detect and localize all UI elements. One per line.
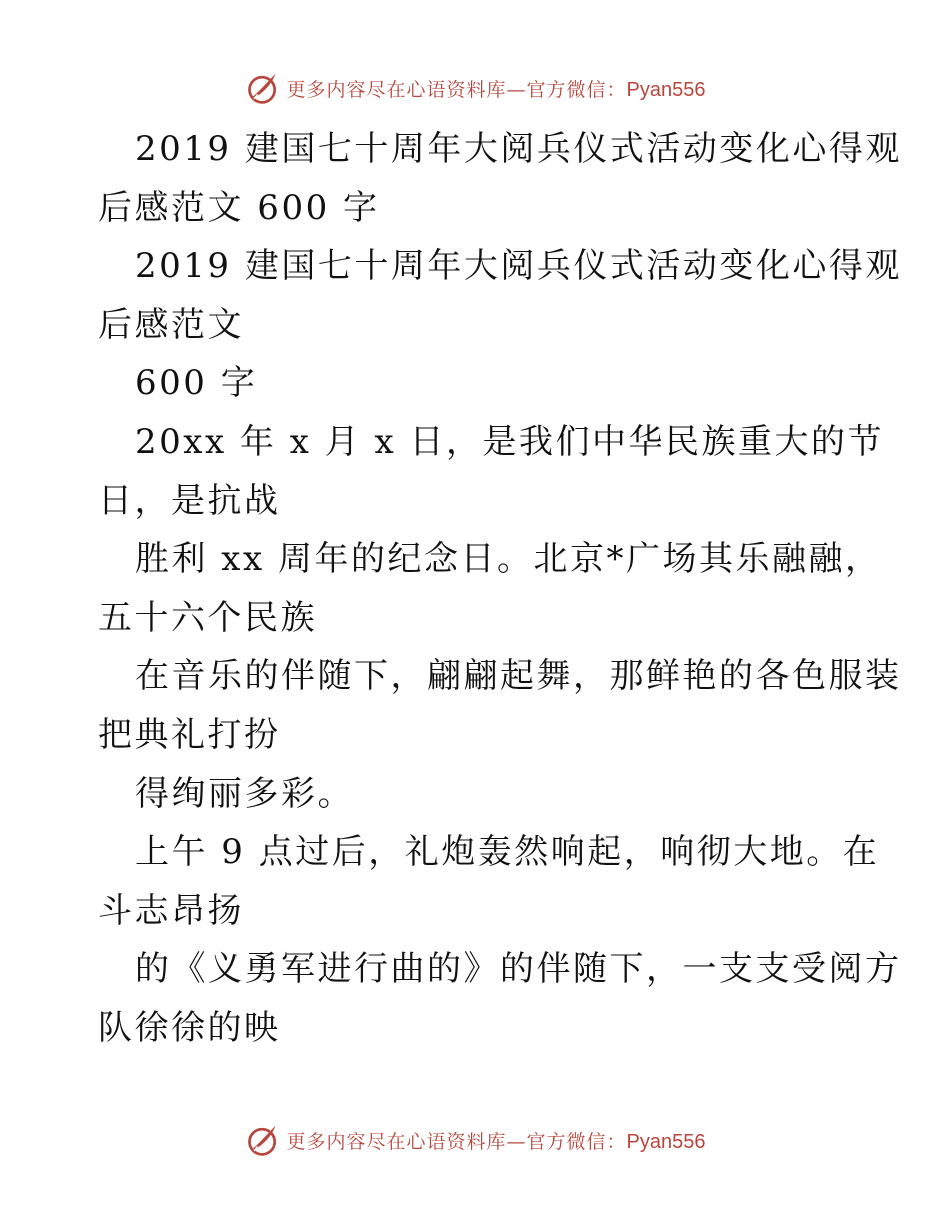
document-body	[98, 120, 902, 1058]
text-line: 2019 建国七十周年大阅兵仪式活动变化心得观	[135, 246, 902, 287]
quill-pen-logo-icon	[245, 1122, 281, 1158]
text-line: 得绚丽多彩。	[135, 773, 354, 814]
text-line: 胜利 xx 周年的纪念日。北京*广场其乐融融，	[135, 539, 882, 580]
text-line: 600 字	[135, 363, 258, 404]
watermark-wechat-id: Pyan556	[626, 78, 706, 101]
watermark-official-label: 官方微信：	[526, 78, 627, 101]
text-line: 后感范文	[98, 304, 244, 345]
text-line: 在音乐的伴随下，翩翩起舞，那鲜艳的各色服装	[135, 656, 902, 697]
footer-watermark	[0, 1122, 950, 1158]
text-line: 上午 9 点过后，礼炮轰然响起，响彻大地。在	[135, 832, 880, 873]
header-watermark	[0, 70, 950, 106]
text-line: 五十六个民族	[98, 597, 317, 638]
watermark-brand: 更多内容尽在心语资料库	[286, 78, 507, 101]
watermark-text	[287, 75, 706, 102]
text-line: 20xx 年 x 月 x 日，是我们中华民族重大的节	[135, 421, 884, 462]
watermark-official-label: 官方微信：	[526, 1130, 627, 1153]
watermark-brand: 更多内容尽在心语资料库	[286, 1130, 507, 1153]
text-line: 斗志昂扬	[98, 890, 244, 931]
watermark-separator: —	[506, 78, 527, 101]
text-line: 把典礼打扮	[98, 714, 281, 755]
text-line: 2019 建国七十周年大阅兵仪式活动变化心得观	[135, 129, 902, 169]
text-line: 的《义勇军进行曲的》的伴随下，一支支受阅方	[135, 949, 902, 990]
watermark-wechat-id: Pyan556	[626, 1130, 706, 1153]
watermark-separator: —	[506, 1130, 527, 1153]
watermark-text	[287, 1127, 706, 1154]
quill-pen-logo-icon	[245, 70, 281, 106]
text-line: 后感范文 600 字	[98, 187, 380, 228]
text-line: 日，是抗战	[98, 480, 281, 521]
text-line: 队徐徐的映	[98, 1007, 281, 1048]
